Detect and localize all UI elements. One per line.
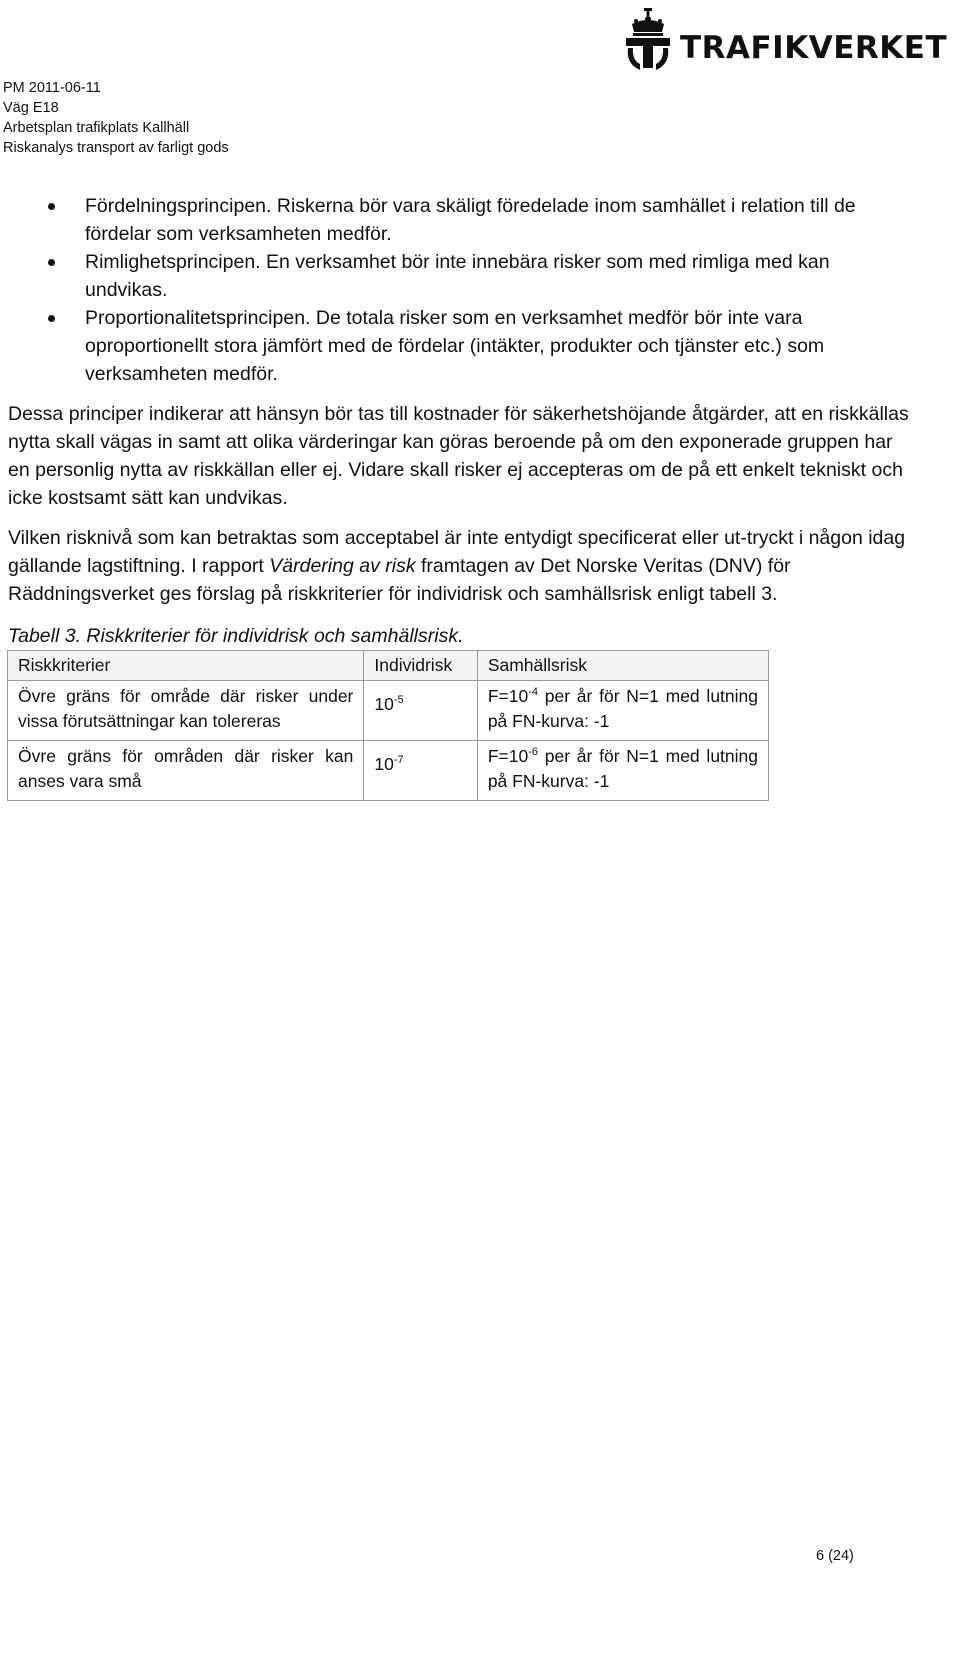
header-project: Arbetsplan trafikplats Kallhäll — [3, 120, 190, 136]
table-header-row — [8, 651, 769, 681]
paragraph-risk-level — [8, 524, 913, 608]
table-row — [8, 741, 769, 801]
individrisk-base: 10 — [374, 694, 394, 714]
individrisk-cell — [364, 681, 477, 741]
paragraph-text: framtagen av Det Norske Veritas (DNV) för Räddningsverket ges förslag på riskkriterier för individrisk och samhällsrisk enligt tabell 3. — [8, 555, 791, 605]
criterion-cell: Övre gräns för område där risker under vissa förutsättningar kan tolereras — [8, 681, 364, 741]
samhallsrisk-cell — [477, 681, 768, 741]
principle-text: Proportionalitetsprincipen. De totala risker som en verksamhet medför bör inte vara oproportionellt stora jämfört med de fördelar (intäkter, produkter och tjänster etc.) som verksamheten medför. — [85, 307, 825, 385]
report-title: Värdering av risk — [269, 555, 416, 577]
bullet-icon — [48, 315, 55, 322]
individrisk-exponent: -5 — [393, 694, 404, 707]
document-header — [3, 78, 229, 158]
bullet-icon — [48, 203, 55, 210]
document-body — [8, 192, 913, 801]
principles-list — [8, 192, 913, 388]
header-road: Väg E18 — [3, 100, 59, 116]
principle-text: Rimlighetsprincipen. En verksamhet bör inte innebära risker som med rimliga med kan undvikas. — [85, 251, 830, 301]
header-report: Riskanalys transport av farligt gods — [3, 140, 229, 156]
individrisk-cell — [364, 741, 477, 801]
samhallsrisk-exponent: -6 — [528, 746, 538, 759]
table-row — [8, 681, 769, 741]
header-date: PM 2011-06-11 — [3, 80, 101, 96]
list-item — [8, 304, 913, 388]
table-caption: Tabell 3. Riskkriterier för individrisk och samhällsrisk. — [8, 625, 464, 647]
samhallsrisk-prefix: F=10 — [487, 686, 529, 706]
samhallsrisk-suffix: per år för N=1 med lutning på FN-kurva: -1 — [487, 686, 758, 731]
trafikverket-logo — [622, 8, 952, 72]
principle-text: Fördelningsprincipen. Riskerna bör vara skäligt föredelade inom samhället i relation till de fördelar som verksamheten medför. — [85, 195, 856, 245]
bullet-icon — [48, 259, 55, 266]
individrisk-exponent: -7 — [393, 754, 404, 767]
page-number: 6 (24) — [816, 1548, 854, 1564]
list-item — [8, 248, 913, 304]
paragraph-text: Vilken risknivå som kan betraktas som acceptabel är inte entydigt specificerat eller ut-tryckt i någon idag gällande lagstiftning. I rapport — [8, 527, 906, 577]
table-header-cell: Riskkriterier — [8, 651, 364, 681]
samhallsrisk-exponent: -4 — [528, 686, 538, 699]
criterion-cell: Övre gräns för områden där risker kan anses vara små — [8, 741, 364, 801]
table-header-cell: Individrisk — [364, 651, 477, 681]
risk-criteria-table — [7, 650, 769, 801]
samhallsrisk-suffix: per år för N=1 med lutning på FN-kurva: -1 — [487, 746, 758, 791]
logo-wordmark: TRAFIKVERKET — [680, 30, 948, 66]
table-header-cell: Samhällsrisk — [477, 651, 768, 681]
crown-emblem-icon — [622, 8, 674, 72]
samhallsrisk-prefix: F=10 — [487, 746, 529, 766]
samhallsrisk-cell — [477, 741, 768, 801]
list-item — [8, 192, 913, 248]
individrisk-base: 10 — [374, 754, 394, 774]
paragraph-principles: Dessa principer indikerar att hänsyn bör tas till kostnader för säkerhetshöjande åtgärder, att en riskkällas nytta skall vägas in samt att olika värderingar kan göras beroende på om den exponerade gruppen har en personlig nytta av riskkällan eller ej. Vidare skall risker ej accepteras om de på ett enkelt tekniskt och icke kostsamt sätt kan undvikas. — [8, 403, 909, 509]
